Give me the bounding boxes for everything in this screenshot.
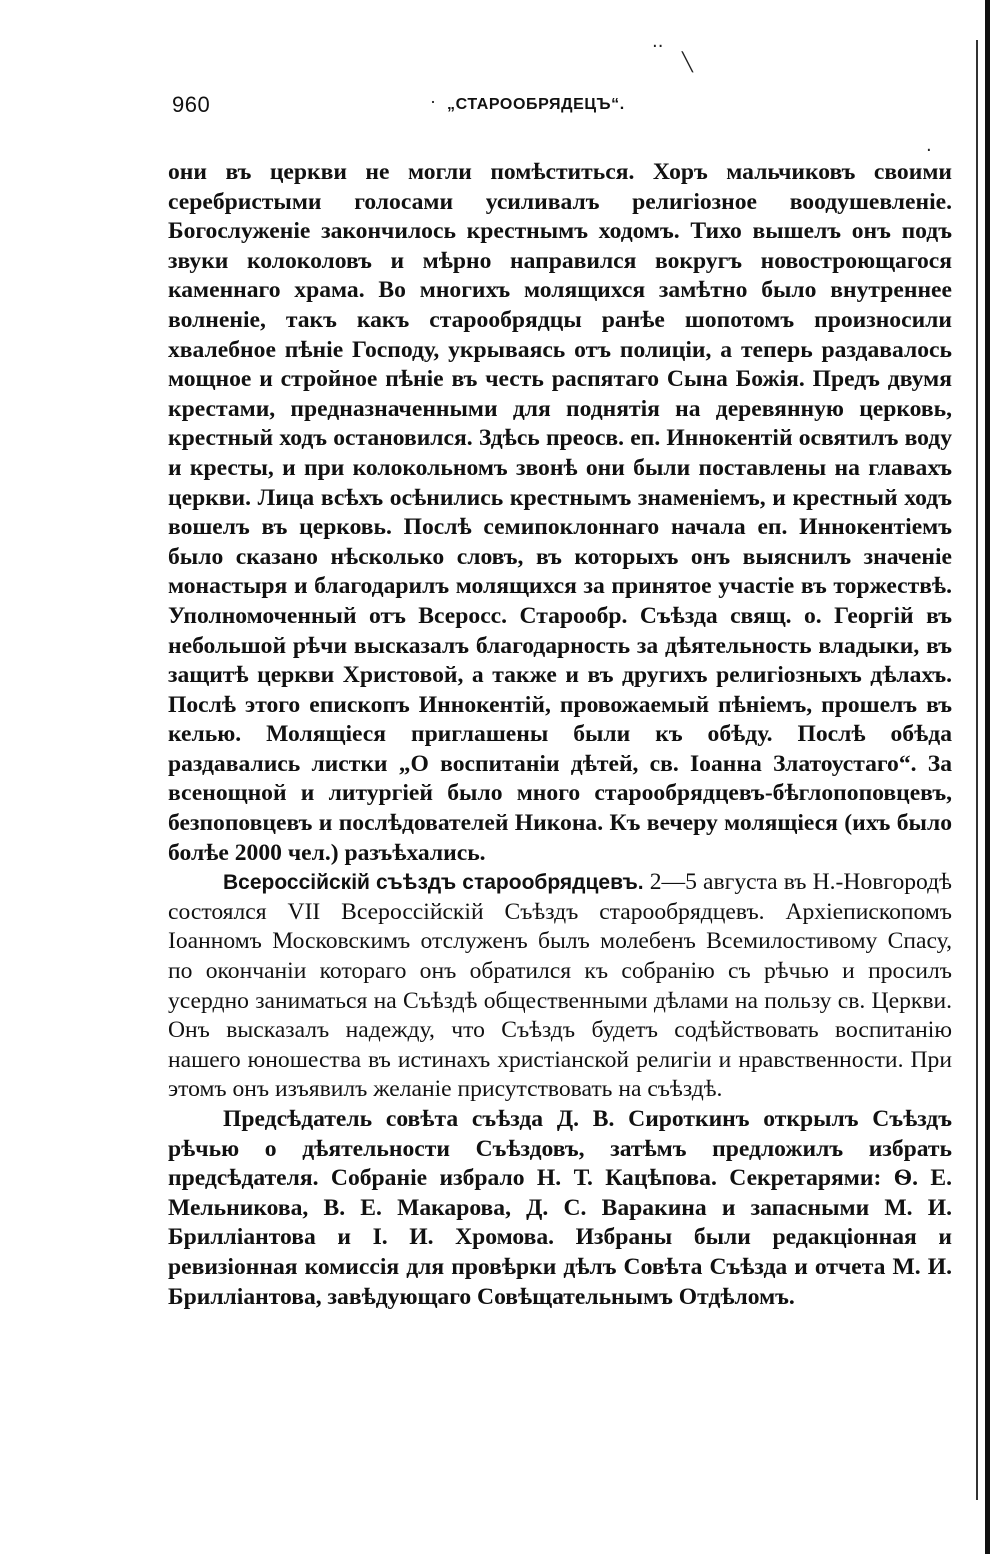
page-number: 960 bbox=[172, 92, 211, 117]
header-dot: · bbox=[430, 92, 436, 112]
paragraph-1: они въ церкви не могли помѣститься. Хоръ мальчиковъ своими серебристыми голосами усиливалъ религіозное воодушевленіе. Богослуженіе закончилось крестнымъ ходомъ. Тихо вышелъ онъ подъ звуки колоколовъ и мѣрно направился вокругъ новостроющагося каменнаго храма. Во многихъ молящихся замѣтно было внутреннее волненіе, такъ какъ старообрядцы ранѣе шопотомъ произносили хвалебное пѣніе Господу, укрываясь отъ полиціи, а теперь раздавалось мощное и стройное пѣніе въ честь распятаго Сына Божія. Предъ двумя крестами, предназначенными для поднятія на деревянную церковь, крестный ходъ остановился. Здѣсь преосв. еп. Иннокентій освятилъ воду и кресты, и при колокольномъ звонѣ они были поставлены на главахъ церкви. Лица всѣхъ осѣнились крестнымъ знаменіемъ, и крестный ходъ вошелъ въ церковь. Послѣ семипоклоннаго начала еп. Иннокентіемъ было сказано нѣсколько словъ, въ которыхъ онъ выяснилъ значеніе монастыря и благодарилъ молящихся за принятое участіе въ торжествѣ. Уполномоченный отъ Всеросс. Старообр. Съѣзда свящ. о. Георгій въ небольшой рѣчи высказалъ благодарность за дѣятельность владыки, въ защитѣ церкви Христовой, а также и въ другихъ религіозныхъ дѣлахъ. Послѣ этого епископъ Иннокентій, провожаемый пѣніемъ, прошелъ въ келью. Молящіеся приглашены были къ обѣду. Послѣ обѣда раздавались листки „О воспитаніи дѣтей, св. Іоанна Златоустаго“. За всенощной и литургіей было много старообрядцевъ-бѣглопоповцевъ, безпоповцевъ и послѣдователей Никона. Къ вечеру молящіеся (ихъ было болѣе 2000 чел.) разъѣхались. bbox=[168, 159, 952, 866]
scan-edge-rule-thin bbox=[976, 40, 978, 1500]
page-header bbox=[172, 92, 952, 124]
scan-speck: ·· bbox=[652, 36, 664, 57]
scan-speck: · bbox=[926, 140, 932, 161]
paragraph-3: Предсѣдатель совѣта съѣзда Д. В. Сироткинъ открылъ Съѣздъ рѣчью о дѣятельности Съѣздовъ, затѣмъ предложилъ избрать предсѣдателя. Собраніе избрало Н. Т. Кацѣпова. Секретарями: Ѳ. Е. Мельникова, В. Е. Макарова, Д. С. Варакина и запасными М. И. Брилліантова и І. И. Хромова. Избраны были редакціонная и ревизіонная комиссія для провѣрки дѣлъ Совѣта Съѣзда и отчета М. И. Брилліантова, завѣдующаго Совѣщательнымъ Отдѣломъ. bbox=[168, 1106, 952, 1310]
paragraph-2-text: 2—5 августа въ Н.-Новгородѣ состоялся VII Всероссійскій Съѣздъ старообрядцевъ. Архіепископомъ Іоанномъ Московскимъ отслуженъ былъ молебенъ Всемилостивому Спасу, по окончаніи котораго онъ обратился къ собранію съ рѣчью и просилъ усердно заниматься на Съѣздѣ общественными дѣлами на пользу св. Церкви. Онъ высказалъ надежду, что Съѣздъ будетъ содѣйствовать воспитанію нашего юношества въ истинахъ христіанской религіи и нравственности. При этомъ онъ изъявилъ желаніе присутствовать на съѣздѣ. bbox=[168, 869, 952, 1103]
paragraph-2 bbox=[168, 868, 952, 1105]
scan-speck: ╲ bbox=[682, 52, 693, 73]
main-text bbox=[168, 158, 952, 1312]
scan-edge-rule bbox=[985, 0, 990, 1554]
running-title: „СТАРООБРЯДЕЦЪ“. bbox=[447, 96, 625, 113]
section-heading: Всероссійскій съѣздъ старообрядцевъ. bbox=[223, 871, 644, 895]
